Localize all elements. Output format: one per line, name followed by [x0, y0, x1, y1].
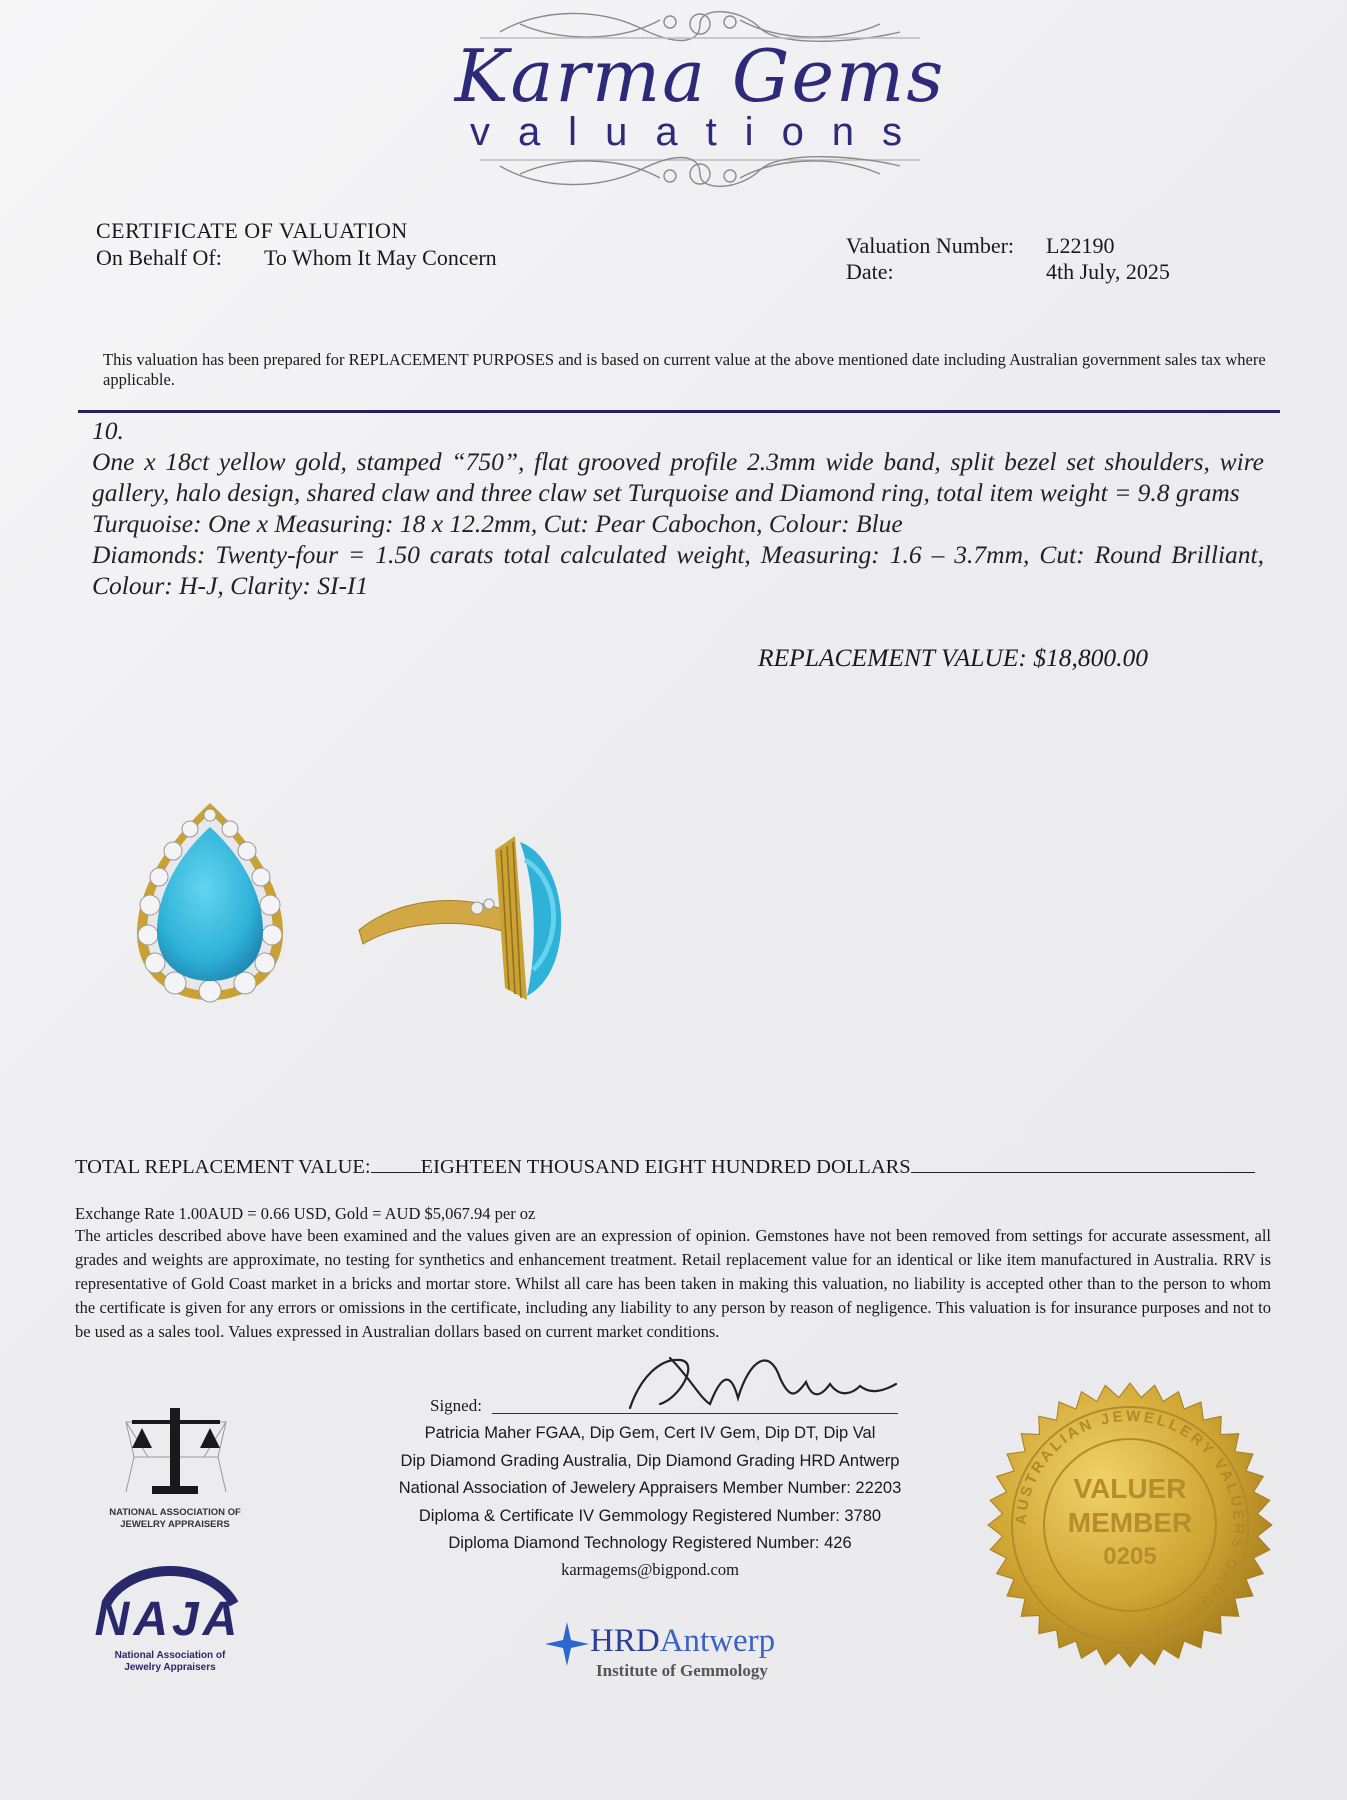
hrd-name-a: HRD [590, 1623, 660, 1659]
signer-line: Dip Diamond Grading Australia, Dip Diamond Grading HRD Antwerp [400, 1451, 900, 1470]
date-label: Date: [846, 259, 894, 284]
signer-line: Patricia Maher FGAA, Dip Gem, Cert IV Gem, Dip DT, Dip Val [424, 1424, 876, 1442]
total-value-in-words: EIGHTEEN THOUSAND EIGHT HUNDRED DOLLARS [420, 1156, 911, 1178]
valuation-disclaimer: The articles described above have been examined and the values given are an expression of opinion. Gemstones have not been removed from settings for accurate assessment, all grades and weights are approximate, no testing for synthetics and enhancement treatment. Retail replacement value for an identical or like item manufactured in Australia. RRV is representative of Gold Coast market in a bricks and mortar store. Whilst all care has been taken in making this valuation, no liability is accepted other than to the person to whom the certificate is given for any errors or omissions in the certificate, including any liability to any person by reason of negligence. This valuation is for insurance purposes and not to be used as a sales tool. Values expressed in Australian dollars based on current market conditions. [75, 1226, 1271, 1341]
naja-logo: NAJA [94, 1593, 242, 1646]
blank-underline [911, 1172, 1255, 1173]
hrd-institute-caption: Institute of Gemmology [596, 1661, 768, 1680]
signer-line: National Association of Jewelery Appraisers Member Number: 22203 [398, 1479, 902, 1497]
blank-underline [371, 1172, 421, 1173]
signer-credentials [380, 1420, 920, 1558]
item-number: 10. [92, 416, 124, 445]
total-replacement-value-line [75, 1156, 1278, 1179]
scales-of-justice-icon [118, 1402, 234, 1502]
seal-line-valuer: VALUER [1073, 1473, 1187, 1504]
hrd-name-b: Antwerp [659, 1623, 776, 1659]
seal-line-member: MEMBER [1067, 1507, 1193, 1538]
valuation-number: L22190 [1046, 233, 1115, 258]
brand-script-logo: Karma Gems [454, 34, 946, 118]
exchange-rate: Exchange Rate 1.00AUD = 0.66 USD, Gold = AUD $5,067.94 per oz [75, 1204, 536, 1223]
contact-email: karmagems@bigpond.com [561, 1560, 739, 1579]
valuation-date: 4th July, 2025 [1046, 259, 1170, 284]
replacement-purposes-note: This valuation has been prepared for REPLACEMENT PURPOSES and is based on current value at the above mentioned date including Australian government sales tax where applicable. [103, 350, 1266, 389]
turquoise-details: Turquoise: One x Measuring: 18 x 12.2mm, Cut: Pear Cabochon, Colour: Blue [92, 509, 903, 538]
diamond-details: Diamonds: Twenty-four = 1.50 carats total calculated weight, Measuring: 1.6 – 3.7mm, Cut: Round Brilliant, Colour: H-J, Clarity: SI-I1 [92, 540, 1264, 600]
hrd-star-icon [545, 1622, 589, 1666]
replacement-value: REPLACEMENT VALUE: $18,800.00 [758, 643, 1149, 672]
seal-member-number: 0205 [1103, 1543, 1157, 1570]
item-description-block [92, 415, 1264, 601]
signed-label: Signed: [430, 1396, 482, 1415]
total-replacement-label: TOTAL REPLACEMENT VALUE: [75, 1156, 371, 1178]
ring-front-view-photo [125, 795, 295, 1010]
on-behalf-value: To Whom It May Concern [264, 245, 497, 270]
header-divider [78, 410, 1280, 413]
certificate-title: CERTIFICATE OF VALUATION [96, 218, 408, 243]
nja-logo-caption: NATIONAL ASSOCIATION OF JEWELRY APPRAISERS [109, 1507, 241, 1530]
handwritten-signature [620, 1338, 920, 1418]
hrd-antwerp-logo [590, 1625, 775, 1658]
bottom-flourish-ornament [480, 152, 920, 196]
item-description: One x 18ct yellow gold, stamped “750”, flat grooved profile 2.3mm wide band, split bezel set shoulders, wire gallery, halo design, shared claw and three claw set Turquoise and Diamond ring, total item weight = 9.8 grams [92, 447, 1264, 507]
seal-ring-text: AUSTRALIAN JEWELLERY VALUERS GROUP [1012, 1407, 1248, 1623]
valuation-number-label: Valuation Number: [846, 233, 1015, 258]
naja-logo-caption: National Association of Jewelry Appraisers [114, 1650, 226, 1673]
ring-side-view-photo [355, 820, 585, 1016]
valuer-member-gold-seal [985, 1380, 1275, 1670]
signer-line: Diploma Diamond Technology Registered Number: 426 [448, 1534, 852, 1552]
signer-line: Diploma & Certificate IV Gemmology Registered Number: 3780 [418, 1506, 882, 1525]
brand-subtitle: valuations [469, 110, 931, 154]
on-behalf-label: On Behalf Of: [96, 245, 222, 270]
